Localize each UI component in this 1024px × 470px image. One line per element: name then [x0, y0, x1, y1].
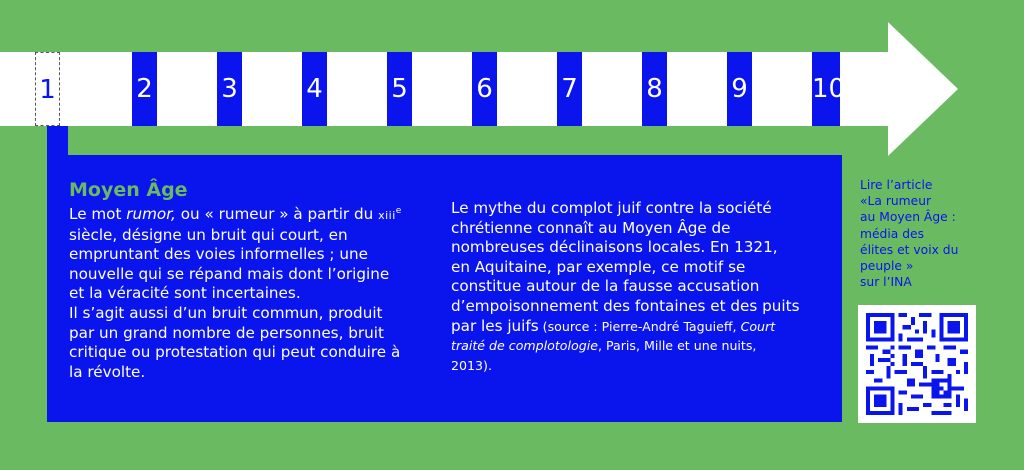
- timeline-step-label: 9: [731, 74, 748, 104]
- source-title: Court traité de complotologie: [451, 318, 776, 354]
- article-link-line: élites et voix du: [860, 242, 959, 257]
- source-text: (source : Pierre-André Taguieff,: [538, 318, 741, 334]
- timeline-step-3[interactable]: [217, 52, 242, 126]
- article-link-line: média des: [860, 226, 924, 241]
- timeline-step-label: 4: [306, 74, 323, 104]
- panel-paragraph-1: [69, 202, 409, 304]
- qr-code-icon[interactable]: [858, 305, 976, 423]
- text: Le mot: [69, 205, 127, 224]
- timeline-step-label: 2: [136, 74, 153, 104]
- panel-paragraph-3: [451, 199, 801, 375]
- timeline-step-7[interactable]: [557, 52, 582, 126]
- article-link-line: sur l’INA: [860, 275, 912, 290]
- text: Le mythe du complot juif contre la société chrétienne connaît au Moyen Âge de nombreuses déclinaisons locales. En 1321, en Aquitaine, par exemple, ce motif se constitue autour de la fausse accusation d’empoisonnement des fontaines et des puits par les juifs: [451, 199, 800, 335]
- text: siècle, désigne un bruit qui court, en empruntant des voies informelles ; une nouvelle qui se répand mais dont l’origine et la véracité sont incertaines.: [69, 225, 390, 303]
- article-link-line: Lire l’article: [860, 178, 933, 192]
- timeline-step-8[interactable]: [642, 52, 667, 126]
- panel-title: Moyen Âge: [69, 179, 188, 201]
- timeline-step-label: 8: [646, 74, 663, 104]
- panel-paragraph-2: Il s’agit aussi d’un bruit commun, produit par un grand nombre de personnes, bruit critique ou protestation qui peut conduire à la révolte.: [69, 304, 401, 381]
- article-link-line: peuple »: [860, 259, 914, 274]
- panel-left-column: [69, 179, 409, 382]
- timeline-step-label: 5: [391, 74, 408, 104]
- timeline-step-label: 1: [39, 75, 56, 105]
- emphasis-text: rumor,: [126, 205, 176, 224]
- century-superscript: e: [395, 206, 402, 216]
- timeline-step-label: 7: [561, 74, 578, 104]
- text: ou « rumeur » à partir du: [175, 205, 379, 224]
- timeline-step-label: 6: [476, 74, 493, 104]
- timeline-step-9[interactable]: [727, 52, 752, 126]
- qr-code-graphic: [866, 313, 968, 415]
- timeline-step-4[interactable]: [302, 52, 327, 126]
- timeline-step-5[interactable]: [387, 52, 412, 126]
- article-link[interactable]: [860, 177, 1000, 290]
- article-link-line: «La rumeur: [860, 194, 932, 209]
- timeline-step-1[interactable]: [35, 52, 60, 126]
- article-link-line: au Moyen Âge :: [860, 210, 956, 225]
- timeline-step-label: 10: [812, 74, 846, 104]
- content-panel: [47, 155, 842, 422]
- timeline-step-6[interactable]: [472, 52, 497, 126]
- timeline-arrow-head: [888, 22, 958, 156]
- timeline-step-2[interactable]: [132, 52, 157, 126]
- timeline-step-10[interactable]: [812, 52, 846, 126]
- century-text: xiii: [378, 209, 396, 223]
- panel-right-column: [451, 199, 801, 375]
- timeline-step-label: 3: [221, 74, 238, 104]
- source-text: , Paris, Mille et une nuits, 2013).: [451, 338, 757, 373]
